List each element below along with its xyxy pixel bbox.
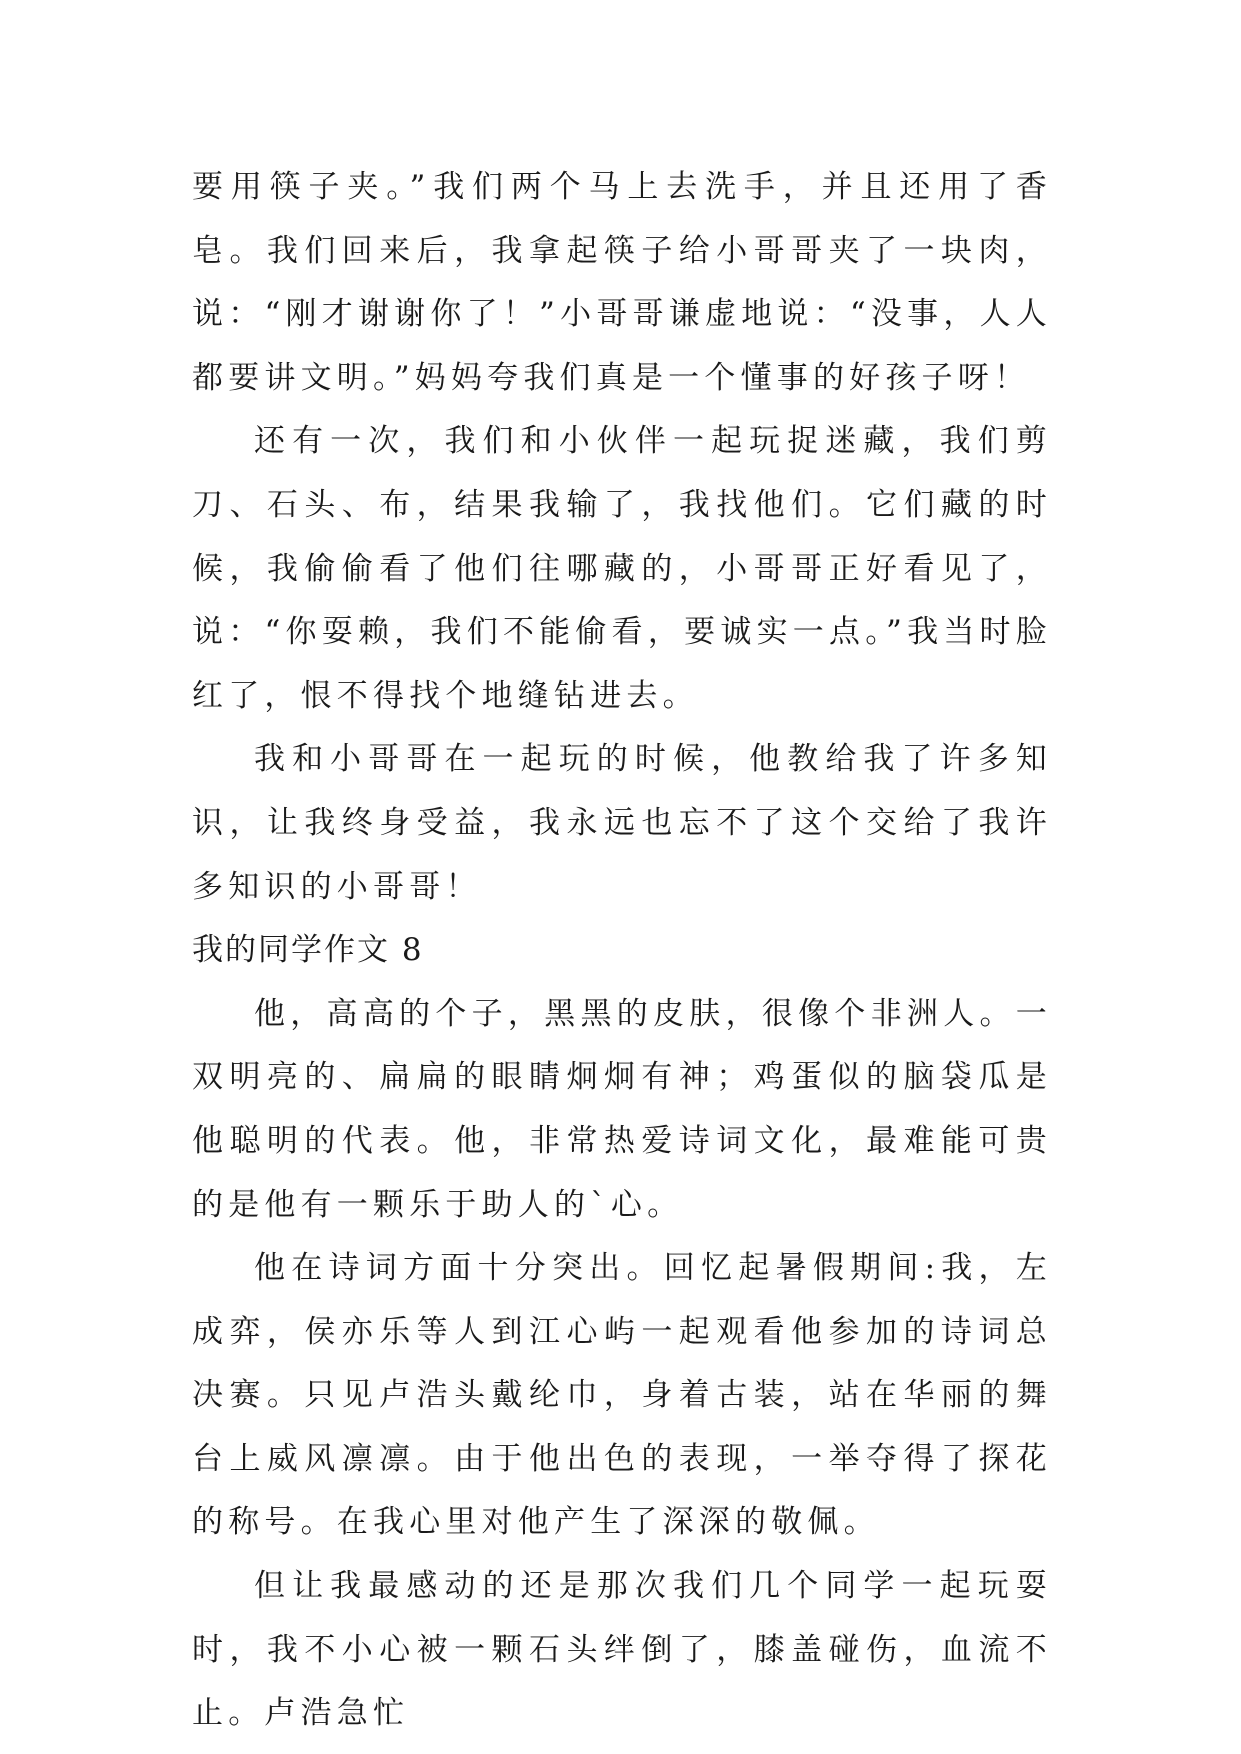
paragraph: 还有一次，我们和小伙伴一起玩捉迷藏，我们剪刀、石头、布，结果我输了，我找他们。它们藏的时候，我偷偷看了他们往哪藏的，小哥哥正好看见了，说：“你耍赖，我们不能偷看，要诚实一点。”我当时脸红了，恨不得找个地缝钻进去。 [192, 423, 1052, 714]
essay-body [192, 156, 1052, 1746]
section-heading: 我的同学作文 8 [192, 932, 424, 969]
paragraph: 但让我最感动的还是那次我们几个同学一起玩耍时，我不小心被一颗石头绊倒了，膝盖碰伤，血流不止。卢浩急忙 [192, 1568, 1052, 1732]
paragraph: 他，高高的个子，黑黑的皮肤，很像个非洲人。一双明亮的、扁扁的眼睛炯炯有神；鸡蛋似的脑袋瓜是他聪明的代表。他，非常热爱诗词文化，最难能可贵的是他有一颗乐于助人的`心。 [192, 995, 1052, 1223]
paragraph-continued: 要用筷子夹。”我们两个马上去洗手，并且还用了香皂。我们回来后，我拿起筷子给小哥哥夹了一块肉，说：“刚才谢谢你了！”小哥哥谦虚地说：“没事，人人都要讲文明。”妈妈夸我们真是一个懂事的好孩子呀！ [192, 169, 1052, 396]
paragraph: 他在诗词方面十分突出。回忆起暑假期间:我，左成弈，侯亦乐等人到江心屿一起观看他参加的诗词总决赛。只见卢浩头戴纶巾，身着古装，站在华丽的舞台上威风凛凛。由于他出色的表现，一举夺得了探花的称号。在我心里对他产生了深深的敬佩。 [192, 1250, 1052, 1541]
paragraph: 我和小哥哥在一起玩的时候，他教给我了许多知识，让我终身受益，我永远也忘不了这个交给了我许多知识的小哥哥！ [192, 741, 1052, 905]
